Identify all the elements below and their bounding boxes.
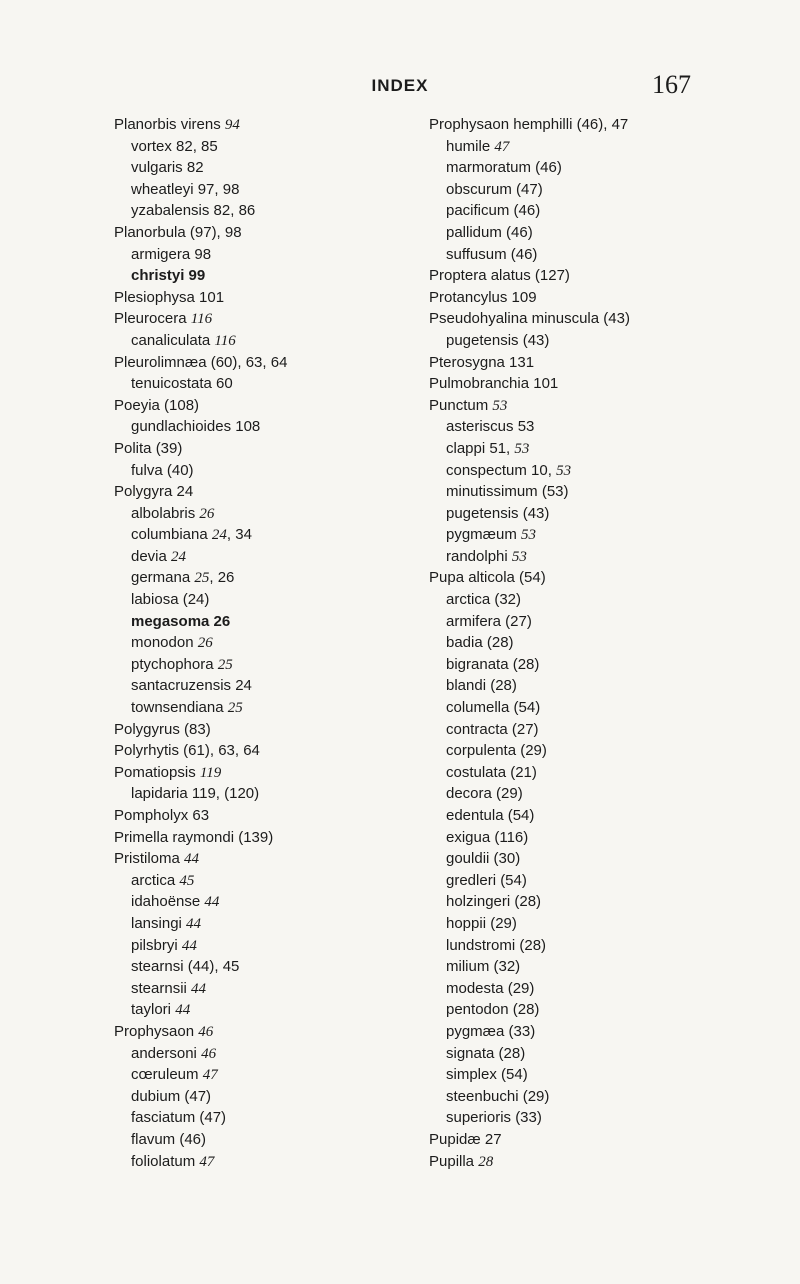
entry-text: exigua (116) [446, 828, 529, 846]
entry-text: columella (54) [446, 699, 541, 717]
index-subentry [429, 524, 729, 546]
entry-text: hoppii (29) [446, 914, 517, 932]
index-subentry [429, 438, 729, 460]
index-entry [114, 287, 414, 309]
index-subentry [429, 891, 729, 913]
entry-text: Pupidæ 27 [429, 1130, 502, 1148]
entry-text: armifera (27) [446, 612, 532, 630]
index-subentry [114, 524, 414, 546]
entry-text: Prophysaon [114, 1022, 199, 1040]
index-subentry [429, 1107, 729, 1129]
index-subentry [429, 330, 729, 352]
entry-text: cœruleum [131, 1066, 203, 1084]
index-subentry [114, 416, 414, 438]
index-entry [114, 762, 414, 784]
index-subentry [429, 1086, 729, 1108]
entry-text: marmoratum (46) [446, 159, 562, 177]
index-entry [114, 308, 414, 330]
entry-text: santacruzensis 24 [131, 677, 252, 695]
index-subentry [429, 244, 729, 266]
entry-text: Prophysaon hemphilli (46), 47 [429, 116, 629, 133]
index-subentry [114, 460, 414, 482]
entry-page-italic: 28 [478, 1153, 494, 1170]
index-subentry [429, 416, 729, 438]
index-subentry [429, 870, 729, 892]
entry-page-italic: 116 [190, 311, 213, 328]
index-subentry [114, 179, 414, 201]
entry-page-italic: 53 [556, 462, 572, 479]
entry-text: monodon [131, 634, 198, 652]
entry-page-italic: 44 [191, 980, 207, 997]
entry-text: megasoma 26 [131, 612, 231, 630]
index-subentry [429, 935, 729, 957]
entry-text: Planorbula (97), 98 [114, 223, 242, 241]
index-subentry [429, 136, 729, 158]
entry-text: gredleri (54) [446, 871, 527, 889]
entry-text: Plesiophysa 101 [114, 288, 225, 306]
entry-text: humile [446, 137, 495, 155]
index-subentry [429, 460, 729, 482]
index-entry [429, 1129, 729, 1151]
index-subentry [429, 956, 729, 978]
entry-page-italic: 53 [521, 527, 537, 544]
index-entry [114, 438, 414, 460]
entry-page-italic: 47 [494, 138, 510, 155]
page-header [0, 72, 800, 102]
entry-text: Pompholyx 63 [114, 807, 210, 824]
entry-page-italic: 45 [179, 872, 195, 889]
index-entry [429, 567, 729, 589]
entry-text: lansingi [131, 914, 187, 932]
index-column-right [429, 114, 729, 1172]
entry-text: flavum (46) [131, 1130, 207, 1148]
entry-text: suffusum (46) [446, 245, 538, 263]
index-subentry [429, 222, 729, 244]
entry-text: yzabalensis 82, 86 [131, 202, 256, 220]
entry-text: stearnsii [131, 979, 192, 997]
entry-text: Pseudohyalina minuscula (43) [429, 310, 630, 328]
entry-text: gundlachioides 108 [131, 418, 261, 436]
entry-page-italic: 25 [194, 570, 210, 587]
index-subentry [114, 330, 414, 352]
entry-text: pugetensis (43) [446, 504, 550, 522]
index-subentry [114, 136, 414, 158]
entry-text: modesta (29) [446, 979, 535, 997]
entry-page-italic: 53 [492, 397, 508, 414]
entry-text: Pristiloma [114, 850, 185, 868]
entry-text: costulata (21) [446, 763, 537, 781]
entry-text: superioris (33) [446, 1109, 542, 1127]
entry-text: vortex 82, 85 [131, 137, 218, 155]
index-subentry [429, 848, 729, 870]
entry-text: fulva (40) [131, 461, 194, 479]
entry-page-italic: 44 [186, 915, 202, 932]
index-subentry [429, 200, 729, 222]
entry-text: arctica (32) [446, 591, 522, 609]
page-title: INDEX [371, 76, 429, 95]
index-subentry [429, 805, 729, 827]
index-subentry [429, 481, 729, 503]
index-entry [114, 827, 414, 849]
entry-text: clappi 51, [446, 439, 515, 457]
entry-text: armigera 98 [131, 245, 212, 263]
index-subentry [114, 200, 414, 222]
entry-page-italic: 44 [184, 851, 200, 868]
index-subentry [114, 546, 414, 568]
entry-text: pilsbryi [131, 936, 182, 954]
index-entry [114, 740, 414, 762]
index-entry [114, 719, 414, 741]
entry-text: pugetensis (43) [446, 331, 550, 349]
entry-text: Poeyia (108) [114, 396, 200, 414]
index-subentry [114, 675, 414, 697]
index-subentry [114, 265, 414, 287]
index-entry [429, 265, 729, 287]
entry-page-italic: 44 [175, 1002, 191, 1019]
entry-text: arctica [131, 871, 180, 889]
entry-text: vulgaris 82 [131, 159, 204, 177]
entry-text: idahoënse [131, 893, 205, 911]
index-entry [114, 805, 414, 827]
index-entry [429, 373, 729, 395]
entry-page-italic: 25 [227, 700, 243, 717]
index-subentry [429, 913, 729, 935]
index-subentry [114, 935, 414, 957]
entry-text: Proptera alatus (127) [429, 267, 570, 285]
entry-text: Punctum [429, 396, 493, 414]
entry-text: randolphi [446, 547, 512, 565]
index-entry [114, 352, 414, 374]
index-subentry [429, 1021, 729, 1043]
entry-text: Protancylus 109 [429, 288, 537, 306]
index-entry [114, 114, 414, 136]
index-subentry [429, 589, 729, 611]
entry-page-italic: 24 [211, 527, 227, 544]
index-subentry [429, 719, 729, 741]
index-subentry [429, 546, 729, 568]
index-subentry [429, 611, 729, 633]
entry-text: corpulenta (29) [446, 742, 547, 760]
index-subentry [114, 1151, 414, 1173]
entry-page-italic: 94 [224, 117, 240, 133]
index-subentry [114, 891, 414, 913]
entry-text: ptychophora [131, 655, 218, 673]
entry-page-extra: , 34 [226, 526, 252, 544]
entry-page-italic: 46 [201, 1045, 217, 1062]
entry-text: pallidum (46) [446, 223, 533, 241]
entry-text: andersoni [131, 1044, 202, 1062]
entry-text: conspectum 10, [446, 461, 557, 479]
entry-text: Polygyrus (83) [114, 720, 211, 738]
entry-text: asteriscus 53 [446, 418, 535, 436]
entry-text: bigranata (28) [446, 655, 540, 673]
index-subentry [114, 697, 414, 719]
index-entry [114, 222, 414, 244]
index-subentry [429, 632, 729, 654]
index-subentry [429, 157, 729, 179]
index-subentry [114, 157, 414, 179]
entry-text: albolabris [131, 504, 200, 522]
index-column-left [114, 114, 414, 1172]
entry-text: townsendiana [131, 699, 228, 717]
index-entry [114, 395, 414, 417]
index-subentry [429, 697, 729, 719]
index-subentry [114, 654, 414, 676]
entry-text: Planorbis virens [114, 116, 225, 133]
entry-page-italic: 46 [198, 1023, 214, 1040]
index-subentry [114, 503, 414, 525]
index-subentry [114, 1129, 414, 1151]
entry-page-italic: 44 [204, 894, 220, 911]
entry-text: minutissimum (53) [446, 483, 569, 501]
page-number: 167 [652, 70, 691, 99]
index-subentry [114, 611, 414, 633]
entry-text: Pterosygna 131 [429, 353, 535, 371]
index-subentry [114, 244, 414, 266]
entry-text: gouldii (30) [446, 850, 521, 868]
entry-text: blandi (28) [446, 677, 517, 695]
index-subentry [429, 827, 729, 849]
entry-page-extra: , 26 [209, 569, 235, 587]
entry-text: pygmæa (33) [446, 1022, 536, 1040]
index-subentry [429, 783, 729, 805]
entry-page-italic: 44 [181, 937, 197, 954]
entry-text: labiosa (24) [131, 591, 210, 609]
entry-text: foliolatum [131, 1152, 200, 1170]
entry-page-italic: 47 [202, 1067, 218, 1084]
index-subentry [114, 1043, 414, 1065]
entry-text: signata (28) [446, 1044, 526, 1062]
index-subentry [114, 978, 414, 1000]
index-entry [429, 114, 729, 136]
entry-page-italic: 116 [214, 332, 236, 349]
entry-text: taylori [131, 1001, 176, 1019]
entry-text: badia (28) [446, 634, 514, 652]
entry-text: Pupilla [429, 1152, 479, 1170]
entry-text: lapidaria 119, (120) [131, 785, 260, 803]
entry-text: dubium (47) [131, 1087, 212, 1105]
entry-text: simplex (54) [446, 1066, 528, 1084]
entry-text: stearnsi (44), 45 [131, 958, 240, 976]
entry-text: milium (32) [446, 958, 521, 976]
entry-text: Pulmobranchia 101 [429, 375, 559, 393]
entry-text: contracta (27) [446, 720, 539, 738]
index-subentry [429, 675, 729, 697]
index-subentry [429, 978, 729, 1000]
entry-text: Polita (39) [114, 439, 183, 457]
index-subentry [429, 740, 729, 762]
index-subentry [114, 589, 414, 611]
index-entry [429, 287, 729, 309]
entry-text: pygmæum [446, 526, 522, 544]
entry-text: tenuicostata 60 [131, 375, 233, 393]
index-subentry [114, 999, 414, 1021]
entry-text: Primella raymondi (139) [114, 828, 274, 846]
index-entry [114, 481, 414, 503]
entry-text: Polyrhytis (61), 63, 64 [114, 742, 260, 760]
entry-page-italic: 25 [217, 656, 233, 673]
entry-text: holzingeri (28) [446, 893, 542, 911]
index-entry [114, 1021, 414, 1043]
index-entry [429, 308, 729, 330]
index-subentry [114, 373, 414, 395]
entry-text: Polygyra 24 [114, 483, 194, 501]
index-subentry [114, 1064, 414, 1086]
entry-text: Pomatiopsis [114, 763, 200, 781]
index-subentry [429, 654, 729, 676]
index-subentry [429, 999, 729, 1021]
index-subentry [114, 632, 414, 654]
entry-text: Pupa alticola (54) [429, 569, 546, 587]
entry-text: devia [131, 547, 172, 565]
index-subentry [114, 1086, 414, 1108]
entry-text: Pleurocera [114, 310, 191, 328]
index-entry [114, 848, 414, 870]
index-entry [429, 1151, 729, 1173]
entry-text: canaliculata [131, 331, 215, 349]
entry-page-italic: 26 [197, 635, 213, 652]
index-subentry [114, 913, 414, 935]
entry-text: christyi 99 [131, 267, 206, 285]
entry-text: fasciatum (47) [131, 1109, 227, 1127]
entry-page-italic: 47 [199, 1153, 215, 1170]
entry-text: Pleurolimnæa (60), 63, 64 [114, 353, 288, 371]
entry-text: pentodon (28) [446, 1001, 540, 1019]
index-subentry [114, 567, 414, 589]
index-subentry [114, 1107, 414, 1129]
index-subentry [429, 762, 729, 784]
entry-text: germana [131, 569, 195, 587]
entry-text: lundstromi (28) [446, 936, 547, 954]
index-subentry [429, 1064, 729, 1086]
index-subentry [429, 503, 729, 525]
entry-page-italic: 53 [511, 548, 527, 565]
index-subentry [429, 1043, 729, 1065]
index-subentry [114, 870, 414, 892]
index-subentry [114, 783, 414, 805]
entry-text: decora (29) [446, 785, 523, 803]
entry-page-italic: 119 [199, 764, 222, 781]
entry-page-italic: 53 [514, 440, 530, 457]
entry-text: edentula (54) [446, 807, 535, 824]
entry-page-italic: 24 [171, 548, 187, 565]
index-subentry [114, 956, 414, 978]
entry-text: steenbuchi (29) [446, 1087, 550, 1105]
entry-page-italic: 26 [199, 505, 215, 522]
entry-text: obscurum (47) [446, 180, 543, 198]
index-entry [429, 395, 729, 417]
entry-text: pacificum (46) [446, 202, 541, 220]
index-entry [429, 352, 729, 374]
index-subentry [429, 179, 729, 201]
entry-text: wheatleyi 97, 98 [131, 180, 240, 198]
entry-text: columbiana [131, 526, 212, 544]
